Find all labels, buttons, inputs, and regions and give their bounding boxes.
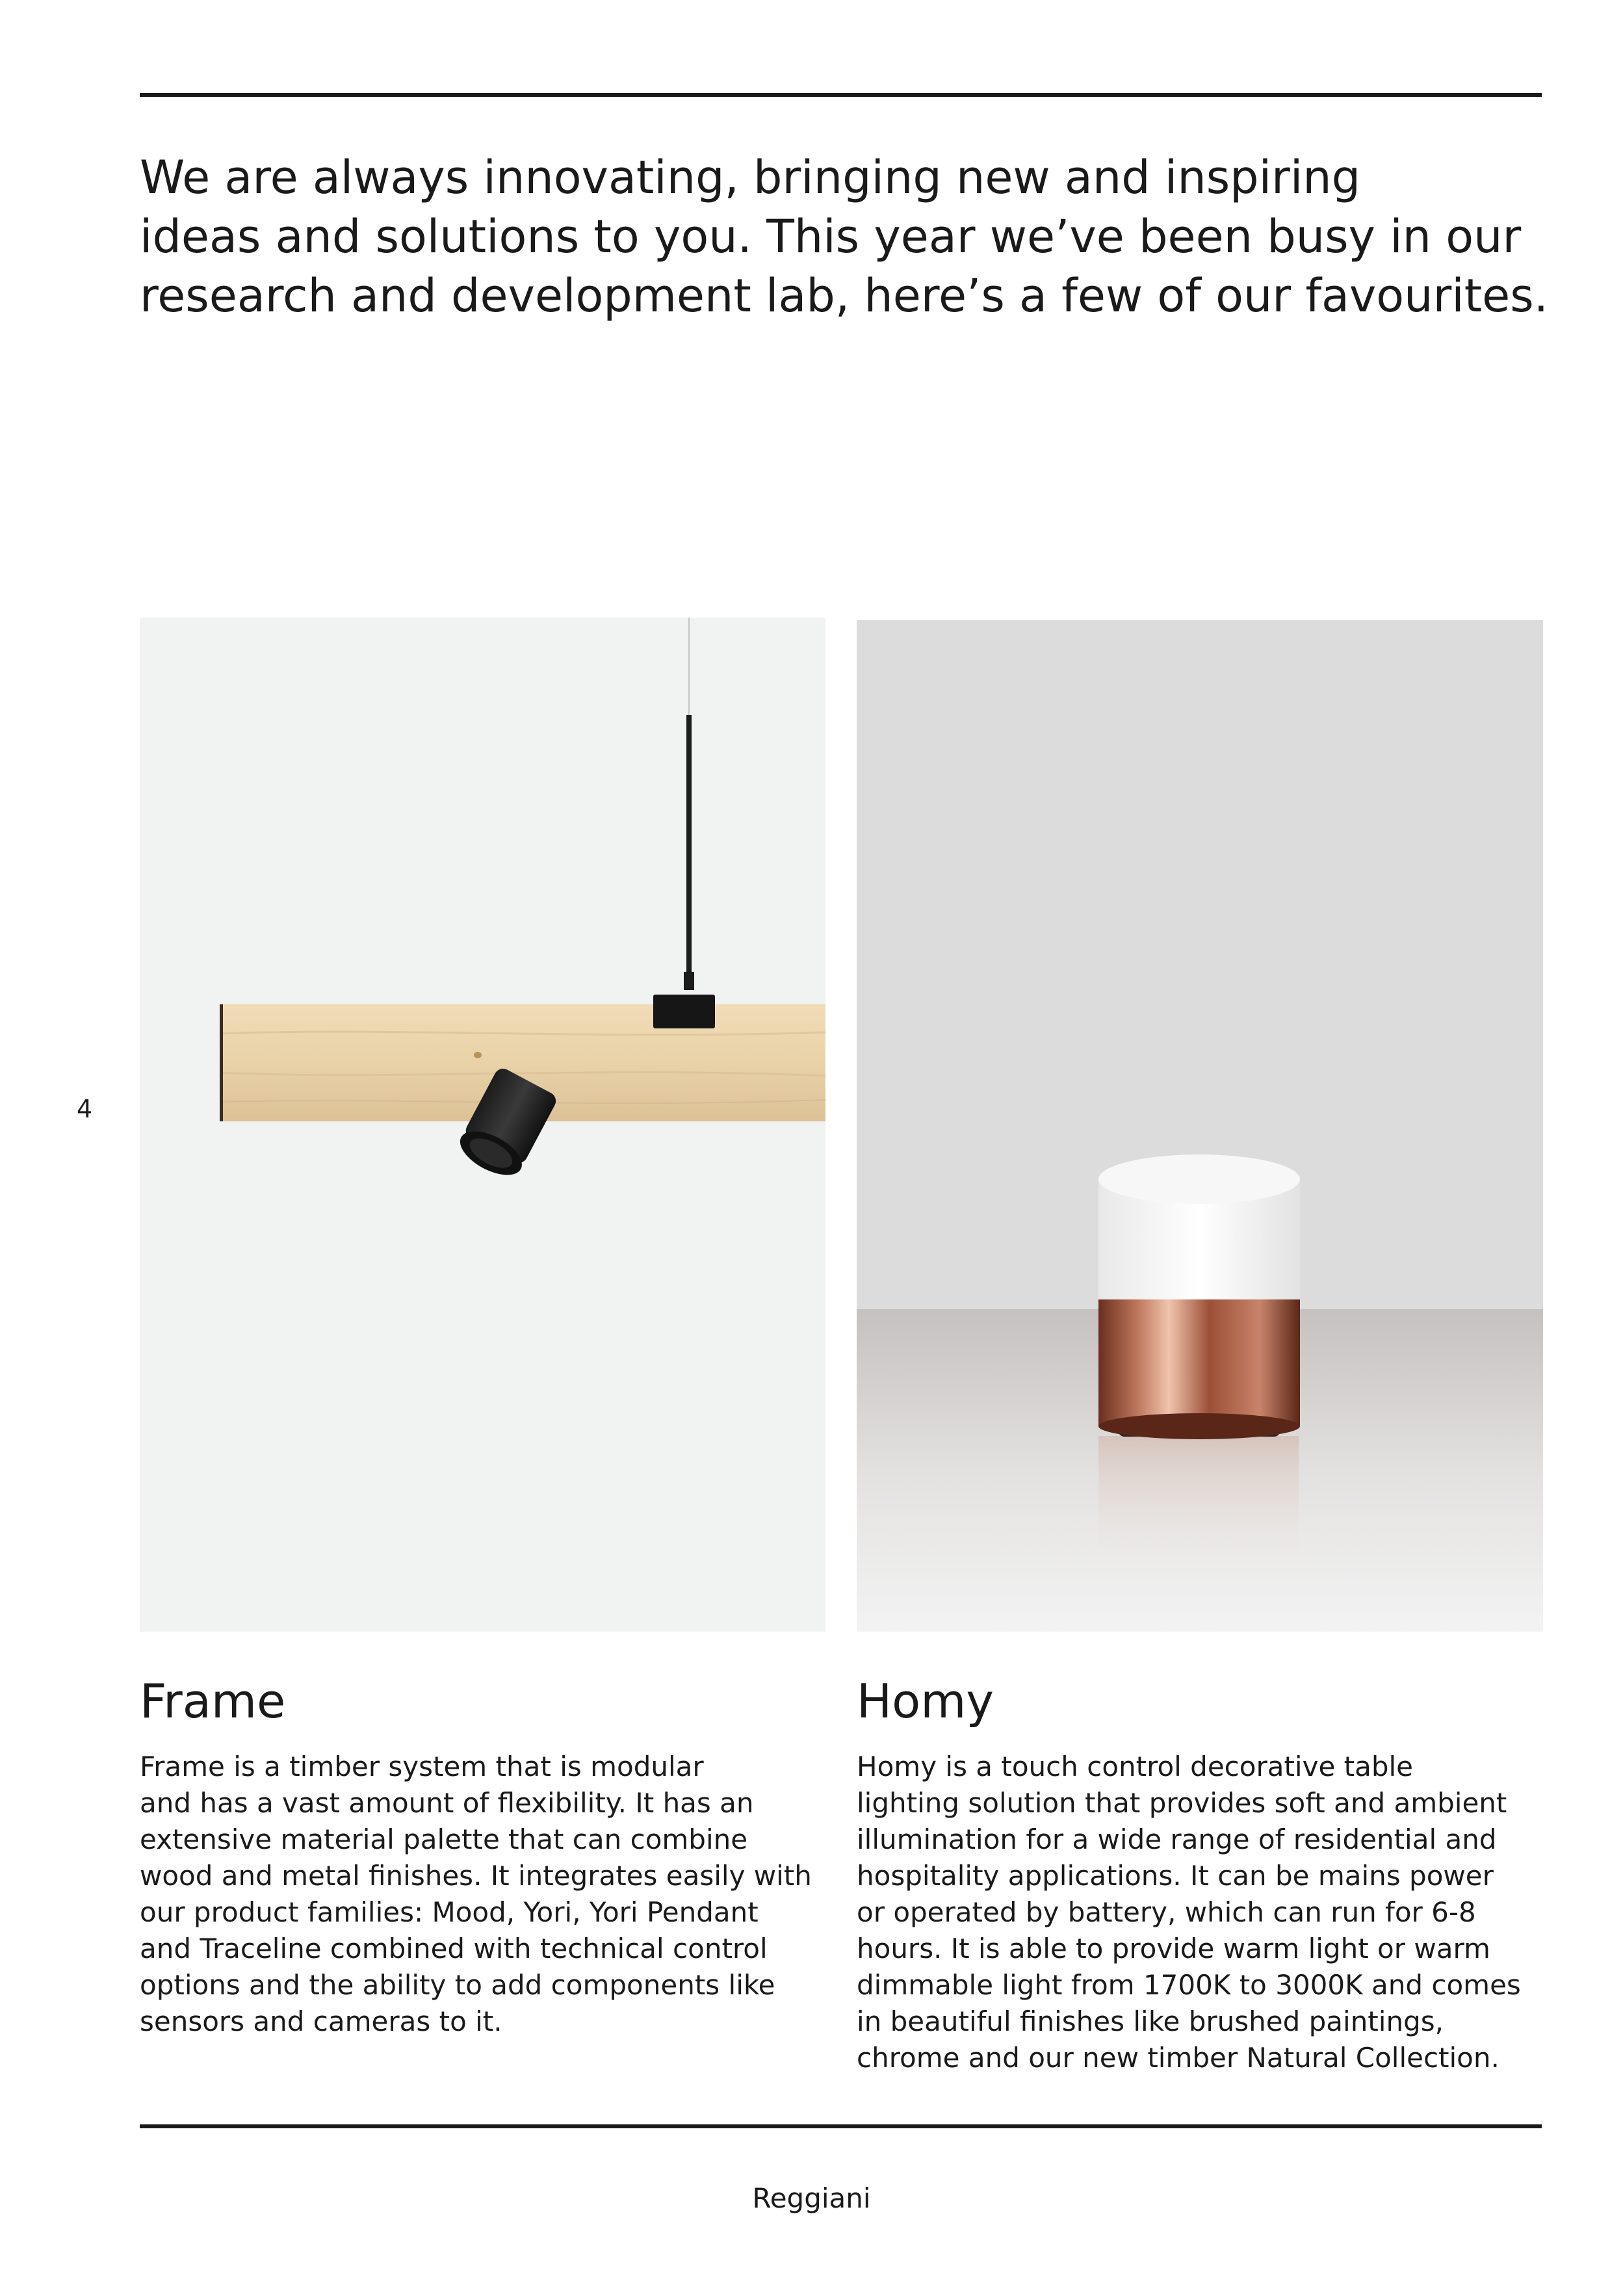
frame-title: Frame [140, 1674, 286, 1729]
homy-title: Homy [857, 1674, 994, 1729]
bottom-divider [140, 2124, 1542, 2128]
intro-text: We are always innovating, bringing new and inspiring ideas and solutions to you. This year we’ve been busy in our research and development lab, here’s a few of our favourites. [140, 151, 1548, 322]
top-divider [140, 93, 1542, 97]
homy-product-photo [857, 620, 1543, 1632]
frame-description: Frame is a timber system that is modular and has a vast amount of flexibility. It has an extensive material palette that can combine wood and metal finishes. It integrates easily with our product families: Mood, Yori, Yori Pendant and Traceline combined with technical control options and the ability to add components like sensors and cameras to it. [140, 1751, 812, 2037]
page-number: 4 [77, 1095, 93, 1123]
frame-product-photo [140, 618, 825, 1632]
homy-description: Homy is a touch control decorative table lighting solution that provides soft and ambient illumination for a wide range of residential and hospitality applications. It can be mains power or operated by battery, which can run for 6-8 hours. It is able to provide warm light or warm dimmable light from 1700K to 3000K and comes in beautiful finishes like brushed paintings, chrome and our new timber Natural Collection. [857, 1751, 1521, 2074]
footer-brand: Reggiani [752, 2182, 871, 2214]
